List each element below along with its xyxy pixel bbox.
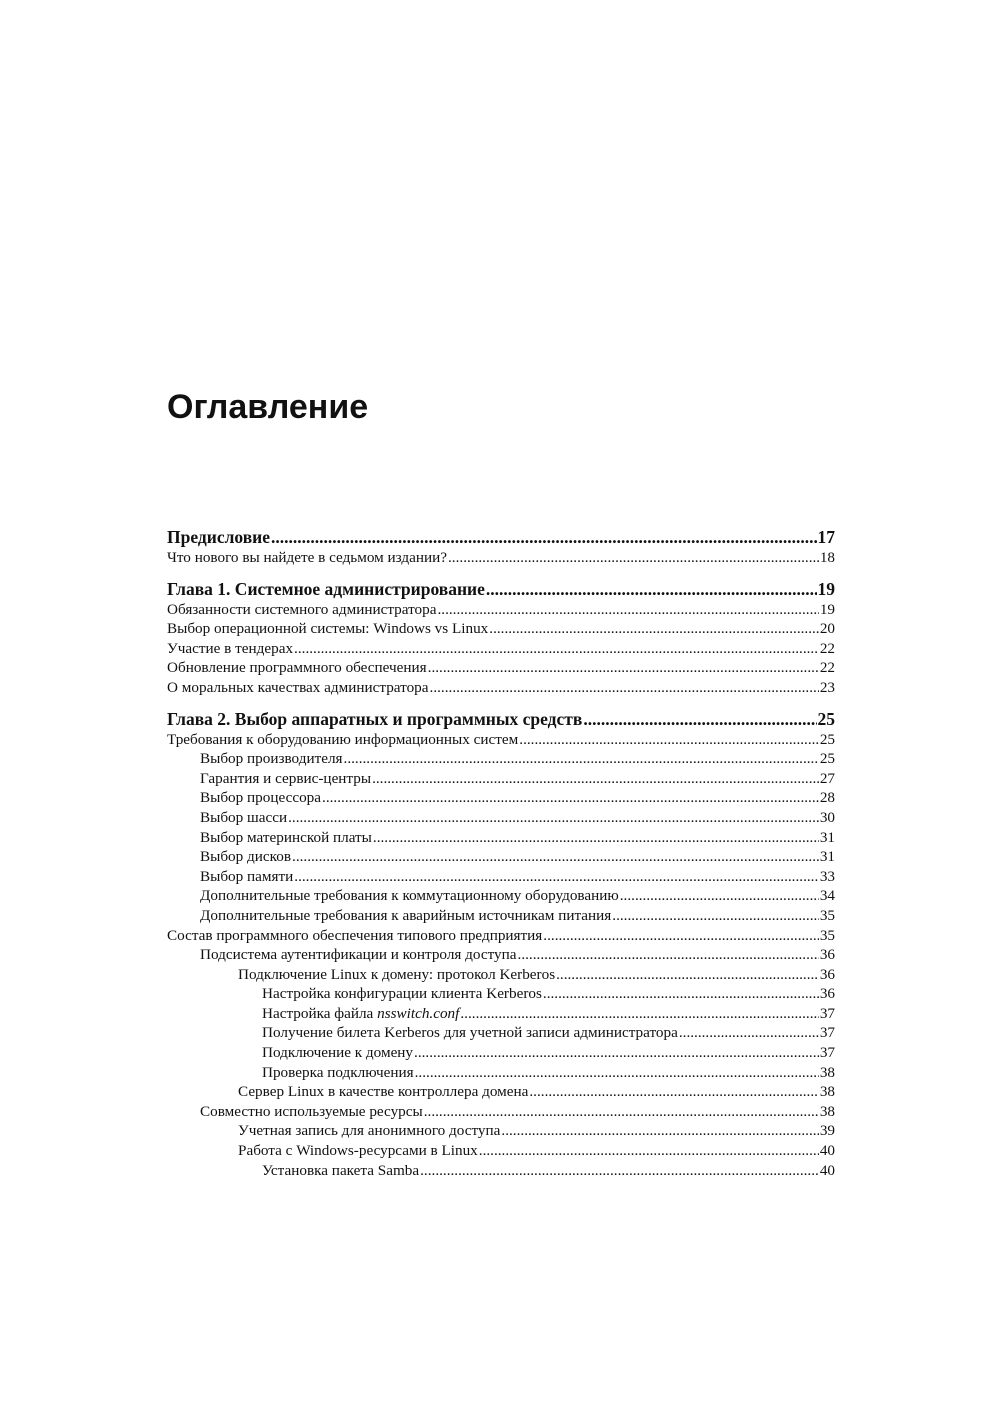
toc-entry-page: 31 [819, 848, 835, 866]
toc-entry[interactable] [167, 907, 835, 927]
leader-dots [519, 731, 819, 749]
toc-entry-page: 25 [819, 750, 835, 768]
toc-entry-page: 36 [819, 946, 835, 964]
leader-dots [679, 1024, 819, 1042]
leader-dots [294, 640, 819, 658]
toc-entry-title: Предисловие [167, 527, 271, 547]
toc-entry-title: Выбор дисков [200, 848, 292, 866]
leader-dots [501, 1122, 818, 1140]
toc-entry-title: Выбор процессора [200, 789, 322, 807]
toc-entry-title: Подключение Linux к домену: протокол Kerberos [238, 965, 556, 983]
toc-entry-title: Выбор материнской платы [200, 828, 372, 846]
toc-entry-title: О моральных качествах администратора [167, 678, 429, 696]
toc-entry[interactable] [167, 985, 835, 1005]
toc-entry-title: Выбор операционной системы: Windows vs Linux [167, 620, 489, 638]
toc-entry-page: 19 [819, 600, 835, 618]
toc-entry-page: 22 [819, 659, 835, 677]
leader-dots [518, 946, 819, 964]
leader-dots [292, 848, 819, 866]
toc-entry-page: 30 [819, 808, 835, 826]
leader-dots [428, 659, 819, 677]
toc-entry[interactable] [167, 709, 835, 731]
leader-dots [344, 750, 819, 768]
leader-dots [373, 829, 819, 847]
toc-entry-page: 38 [819, 1063, 835, 1081]
toc-entry-page: 35 [819, 926, 835, 944]
toc-entry[interactable] [167, 829, 835, 849]
toc-entry-title: Участие в тендерах [167, 639, 294, 657]
toc-entry-page: 25 [817, 708, 835, 729]
leader-dots [620, 887, 819, 905]
toc-entry-title: Выбор памяти [200, 867, 294, 885]
toc-entry[interactable] [167, 848, 835, 868]
toc-entry-title: Получение билета Kerberos для учетной записи администратора [262, 1024, 678, 1042]
toc-entry[interactable] [167, 1103, 835, 1123]
leader-dots [430, 679, 819, 697]
toc-entry-title: Обновление программного обеспечения [167, 659, 427, 677]
toc-entry[interactable] [167, 549, 835, 569]
toc-entry-title: Обязанности системного администратора [167, 600, 437, 618]
toc-entry[interactable] [167, 946, 835, 966]
toc-entry[interactable] [167, 601, 835, 621]
leader-dots [529, 1083, 818, 1101]
toc-entry[interactable] [167, 927, 835, 947]
toc-entry-page: 25 [819, 730, 835, 748]
leader-dots [479, 1142, 819, 1160]
toc-entry[interactable] [167, 579, 835, 601]
toc-entry-page: 23 [819, 678, 835, 696]
toc-entry-page: 37 [819, 1044, 835, 1062]
toc-entry-page: 39 [819, 1122, 835, 1140]
leader-dots [583, 709, 816, 730]
toc-entry-page: 36 [819, 965, 835, 983]
toc-entry-title: Установка пакета Samba [262, 1161, 420, 1179]
leader-dots [556, 966, 819, 984]
toc-entry-title: Выбор производителя [200, 750, 343, 768]
leader-dots [420, 1162, 819, 1180]
toc-entry[interactable] [167, 731, 835, 751]
leader-dots [543, 927, 819, 945]
leader-dots [489, 620, 819, 638]
toc-entry[interactable] [167, 966, 835, 986]
toc-entry-page: 33 [819, 867, 835, 885]
toc-entry-title: Глава 1. Системное администрирование [167, 578, 485, 599]
toc-entry-title [262, 1005, 459, 1023]
toc-entry-page: 38 [819, 1083, 835, 1101]
table-of-contents [167, 527, 835, 1181]
toc-entry-title: Учетная запись для анонимного доступа [238, 1122, 501, 1140]
page-title: Оглавление [167, 388, 369, 426]
toc-entry-title: Состав программного обеспечения типового предприятия [167, 926, 543, 944]
toc-entry-filename: nsswitch.conf [377, 1004, 460, 1022]
toc-entry-page: 36 [819, 985, 835, 1003]
toc-entry-title: Глава 2. Выбор аппаратных и программных средств [167, 708, 583, 729]
toc-entry-page: 28 [819, 789, 835, 807]
toc-entry[interactable] [167, 659, 835, 679]
leader-dots [271, 527, 816, 548]
toc-entry-title: Подсистема аутентификации и контроля доступа [200, 946, 517, 964]
toc-entry-page: 40 [819, 1142, 835, 1160]
leader-dots [415, 1064, 819, 1082]
toc-entry[interactable] [167, 868, 835, 888]
toc-entry-page: 37 [819, 1024, 835, 1042]
toc-entry[interactable] [167, 527, 835, 549]
leader-dots [424, 1103, 819, 1121]
toc-entry[interactable] [167, 887, 835, 907]
toc-entry-title: Сервер Linux в качестве контроллера домена [238, 1083, 529, 1101]
leader-dots [288, 809, 819, 827]
toc-entry-title: Гарантия и сервис-центры [200, 769, 372, 787]
toc-entry-title: Требования к оборудованию информационных систем [167, 730, 519, 748]
toc-entry-title: Проверка подключения [262, 1063, 414, 1081]
leader-dots [322, 789, 819, 807]
toc-entry-page: 34 [819, 887, 835, 905]
toc-entry-title: Работа с Windows-ресурсами в Linux [238, 1142, 478, 1160]
toc-entry-page: 40 [819, 1161, 835, 1179]
toc-entry-title: Совместно используемые ресурсы [200, 1102, 423, 1120]
toc-entry[interactable] [167, 750, 835, 770]
toc-entry-title: Выбор шасси [200, 808, 288, 826]
toc-entry-page: 38 [819, 1102, 835, 1120]
toc-entry-page: 22 [819, 639, 835, 657]
toc-entry[interactable] [167, 620, 835, 640]
toc-entry[interactable] [167, 789, 835, 809]
toc-entry-page: 37 [819, 1004, 835, 1022]
toc-entry[interactable] [167, 770, 835, 790]
toc-entry[interactable] [167, 1024, 835, 1044]
toc-entry-title: Настройка конфигурации клиента Kerberos [262, 985, 542, 1003]
leader-dots [437, 601, 818, 619]
toc-entry[interactable] [167, 679, 835, 699]
toc-entry[interactable] [167, 640, 835, 660]
toc-entry-page: 27 [819, 769, 835, 787]
toc-entry-page: 31 [819, 828, 835, 846]
toc-entry-title-prefix: Настройка файла [262, 1004, 378, 1022]
toc-entry[interactable] [167, 1083, 835, 1103]
toc-entry-title: Дополнительные требования к коммутационному оборудованию [200, 887, 619, 905]
leader-dots [543, 985, 819, 1003]
leader-dots [612, 907, 819, 925]
toc-entry[interactable] [167, 1044, 835, 1064]
leader-dots [448, 549, 819, 567]
toc-entry[interactable] [167, 1162, 835, 1182]
toc-entry[interactable] [167, 1064, 835, 1084]
toc-entry[interactable] [167, 809, 835, 829]
leader-dots [414, 1044, 819, 1062]
toc-entry-page: 35 [819, 906, 835, 924]
toc-entry[interactable] [167, 1122, 835, 1142]
toc-entry-page: 20 [819, 620, 835, 638]
leader-dots [486, 579, 817, 600]
toc-entry-title: Дополнительные требования к аварийным источникам питания [200, 906, 612, 924]
toc-entry[interactable] [167, 1005, 835, 1025]
leader-dots [460, 1005, 818, 1023]
toc-entry-title: Что нового вы найдете в седьмом издании? [167, 549, 447, 566]
toc-entry-title: Подключение к домену [262, 1044, 414, 1062]
toc-entry-page: 18 [819, 549, 835, 566]
leader-dots [294, 868, 819, 886]
toc-entry-page: 19 [817, 578, 835, 599]
leader-dots [372, 770, 819, 788]
toc-entry[interactable] [167, 1142, 835, 1162]
toc-entry-page: 17 [817, 527, 835, 547]
